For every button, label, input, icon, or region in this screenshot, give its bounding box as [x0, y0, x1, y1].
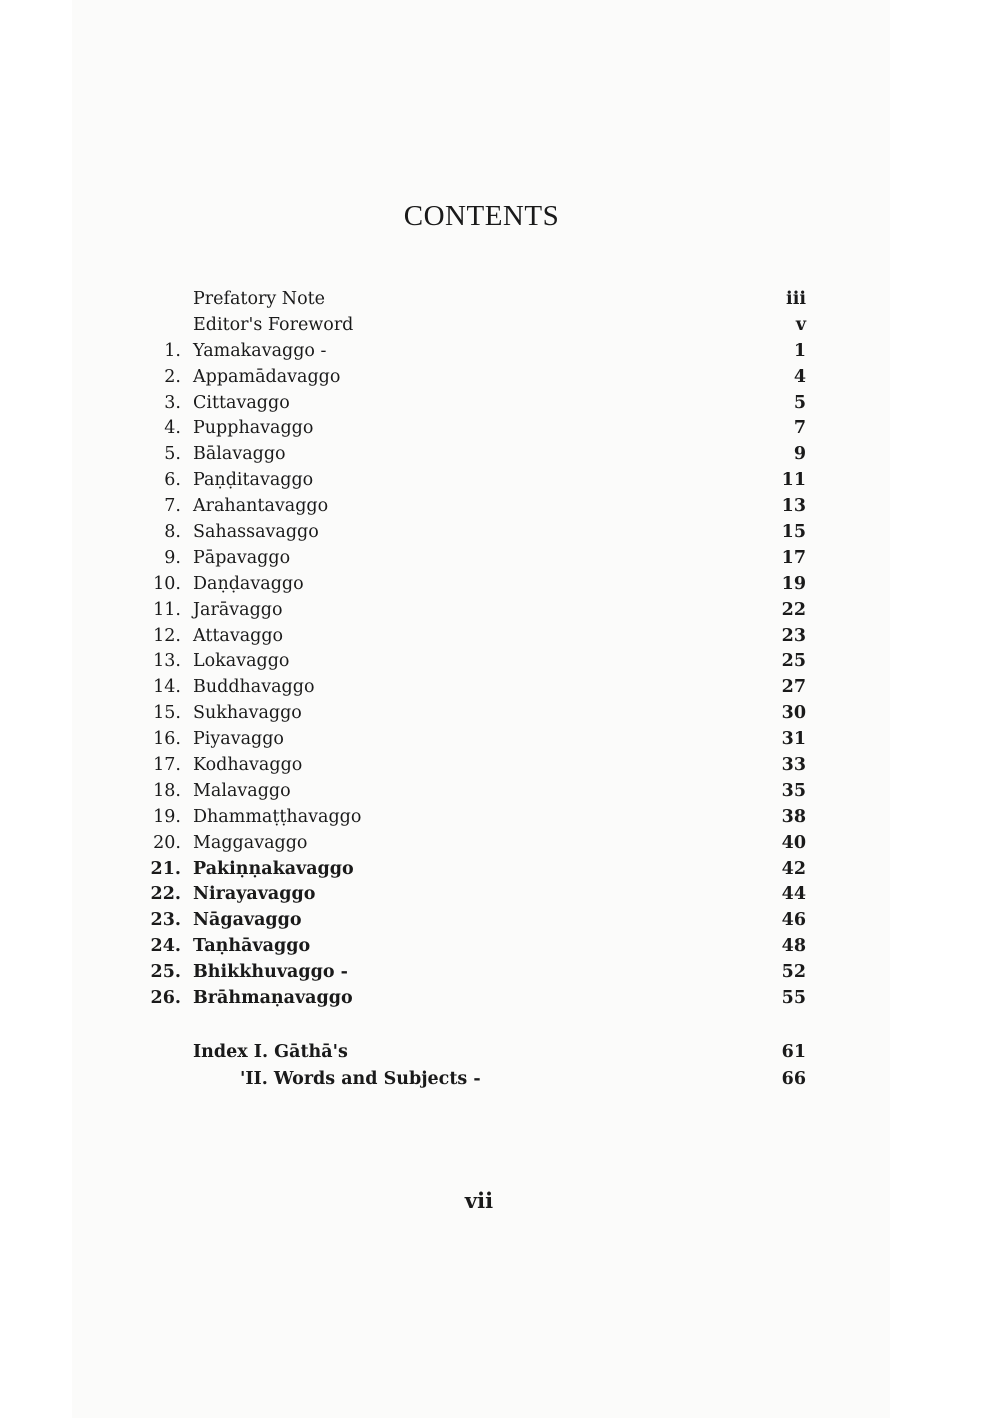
toc-entry-label: Buddhavaggo [193, 677, 315, 698]
toc-chapter-number: 14. [153, 677, 181, 698]
toc-entry-label: 'II. Words and Subjects - [240, 1068, 481, 1089]
table-of-contents [0, 287, 1000, 1012]
index-section [0, 1039, 1000, 1092]
toc-entry-label: Paṇḍitavaggo [193, 470, 314, 491]
page-folio: vii [464, 1188, 494, 1213]
toc-page-number: 15 [781, 522, 806, 543]
toc-page-number: 11 [781, 470, 806, 491]
toc-chapter-number: 8. [164, 522, 181, 543]
toc-chapter-number: 20. [153, 832, 181, 853]
toc-chapter-number: 12. [153, 625, 181, 646]
toc-entry-label: Kodhavaggo [193, 755, 303, 776]
toc-page-number: 1 [793, 340, 806, 361]
toc-entry-label: Appamādavaggo [193, 366, 341, 387]
toc-chapter-number: 5. [164, 444, 181, 465]
toc-page-number: 31 [781, 729, 806, 750]
toc-row-chapter-4[interactable] [0, 416, 1000, 442]
toc-page-number: 38 [781, 806, 806, 827]
toc-chapter-number: 16. [153, 729, 181, 750]
toc-chapter-number: 15. [153, 703, 181, 724]
toc-entry-label: Editor's Foreword [193, 314, 354, 335]
toc-page-number: 61 [781, 1042, 806, 1062]
toc-entry-label: Pupphavaggo [193, 418, 314, 439]
toc-row-chapter-5[interactable] [0, 442, 1000, 468]
toc-row-chapter-19[interactable] [0, 805, 1000, 831]
toc-row-chapter-11[interactable] [0, 598, 1000, 624]
toc-page-number: 35 [781, 780, 806, 801]
toc-page-number: 48 [781, 936, 806, 957]
toc-page-number: 23 [781, 625, 806, 646]
toc-page-number: 19 [781, 573, 806, 594]
toc-page-number: 9 [793, 444, 806, 465]
toc-row-chapter-17[interactable] [0, 753, 1000, 779]
toc-chapter-number: 26. [150, 988, 181, 1009]
toc-entry-label: Pāpavaggo [193, 547, 291, 568]
toc-row-chapter-12[interactable] [0, 624, 1000, 650]
toc-row-chapter-8[interactable] [0, 520, 1000, 546]
toc-row-index-gathas[interactable] [0, 1039, 1000, 1066]
toc-chapter-number: 18. [153, 780, 181, 801]
toc-entry-label: Piyavaggo [193, 729, 284, 750]
toc-row-chapter-24[interactable] [0, 934, 1000, 960]
toc-entry-label: Taṇhāvaggo [193, 936, 311, 957]
toc-entry-label: Index I. Gāthā's [193, 1042, 348, 1062]
toc-chapter-number: 2. [164, 366, 181, 387]
toc-row-chapter-1[interactable] [0, 339, 1000, 365]
toc-page-number: 55 [781, 988, 806, 1009]
toc-row-chapter-23[interactable] [0, 908, 1000, 934]
toc-row-chapter-26[interactable] [0, 986, 1000, 1012]
toc-entry-label: Yamakavaggo - [193, 340, 327, 361]
toc-page-number: 46 [781, 910, 806, 931]
toc-chapter-number: 9. [164, 547, 181, 568]
toc-row-chapter-20[interactable] [0, 831, 1000, 857]
toc-entry-label: Jarāvaggo [193, 599, 283, 620]
toc-page-number: v [795, 314, 806, 335]
toc-chapter-number: 24. [150, 936, 181, 957]
toc-row-chapter-18[interactable] [0, 779, 1000, 805]
toc-page-number: 22 [781, 599, 806, 620]
toc-page-number: 66 [781, 1068, 806, 1089]
toc-row-prefatory-note[interactable] [0, 287, 1000, 313]
toc-page-number: 52 [781, 962, 806, 983]
toc-row-chapter-21[interactable] [0, 857, 1000, 883]
page-title: CONTENTS [403, 200, 560, 232]
toc-row-chapter-13[interactable] [0, 649, 1000, 675]
toc-row-chapter-10[interactable] [0, 572, 1000, 598]
toc-page-number: 33 [781, 755, 806, 776]
toc-entry-label: Nāgavaggo [193, 910, 302, 931]
toc-chapter-number: 23. [150, 910, 181, 931]
toc-row-chapter-2[interactable] [0, 365, 1000, 391]
toc-entry-label: Bālavaggo [193, 444, 286, 465]
toc-entry-label: Nirayavaggo [193, 884, 316, 905]
toc-row-chapter-9[interactable] [0, 546, 1000, 572]
toc-chapter-number: 6. [164, 470, 181, 491]
toc-row-chapter-15[interactable] [0, 701, 1000, 727]
toc-entry-label: Sukhavaggo [193, 703, 302, 724]
toc-entry-label: Dhammaṭṭhavaggo [193, 806, 362, 827]
toc-chapter-number: 22. [150, 884, 181, 905]
toc-entry-label: Arahantavaggo [193, 496, 329, 517]
toc-entry-label: Maggavaggo [193, 832, 308, 853]
toc-chapter-number: 25. [150, 962, 181, 983]
toc-page-number: 40 [781, 832, 806, 853]
toc-page-number: 4 [793, 366, 806, 387]
toc-entry-label: Bhikkhuvaggo - [193, 962, 348, 983]
toc-page-number: 30 [781, 703, 806, 724]
toc-row-chapter-22[interactable] [0, 882, 1000, 908]
toc-entry-label: Malavaggo [193, 780, 291, 801]
toc-row-chapter-3[interactable] [0, 391, 1000, 417]
toc-page-number: 17 [781, 547, 806, 568]
toc-page-number: iii [786, 289, 806, 309]
toc-chapter-number: 4. [164, 418, 181, 439]
toc-chapter-number: 21. [150, 858, 181, 879]
toc-chapter-number: 7. [164, 496, 181, 517]
toc-entry-label: Pakiṇṇakavaggo [193, 858, 354, 879]
toc-row-editors-foreword[interactable] [0, 313, 1000, 339]
toc-entry-label: Cittavaggo [193, 392, 290, 413]
toc-page-number: 42 [781, 858, 806, 879]
toc-entry-label: Daṇḍavaggo [193, 573, 304, 594]
toc-page-number: 44 [781, 884, 806, 905]
toc-row-index-words-subjects[interactable] [0, 1066, 1000, 1093]
toc-chapter-number: 3. [164, 392, 181, 413]
toc-row-chapter-14[interactable] [0, 675, 1000, 701]
toc-chapter-number: 11. [153, 599, 181, 620]
toc-row-chapter-16[interactable] [0, 727, 1000, 753]
toc-page-number: 5 [793, 392, 806, 413]
toc-chapter-number: 10. [153, 573, 181, 594]
toc-page-number: 13 [781, 496, 806, 517]
toc-chapter-number: 13. [153, 651, 181, 672]
toc-entry-label: Brāhmaṇavaggo [193, 988, 353, 1009]
toc-entry-label: Sahassavaggo [193, 522, 319, 543]
toc-row-chapter-6[interactable] [0, 468, 1000, 494]
toc-entry-label: Lokavaggo [193, 651, 290, 672]
toc-row-chapter-25[interactable] [0, 960, 1000, 986]
toc-chapter-number: 17. [153, 755, 181, 776]
toc-page-number: 27 [781, 677, 806, 698]
toc-page-number: 7 [793, 418, 806, 439]
toc-chapter-number: 19. [153, 806, 181, 827]
toc-page-number: 25 [781, 651, 806, 672]
toc-entry-label: Attavaggo [193, 625, 284, 646]
toc-entry-label: Prefatory Note [193, 289, 326, 309]
toc-chapter-number: 1. [164, 340, 181, 361]
toc-row-chapter-7[interactable] [0, 494, 1000, 520]
